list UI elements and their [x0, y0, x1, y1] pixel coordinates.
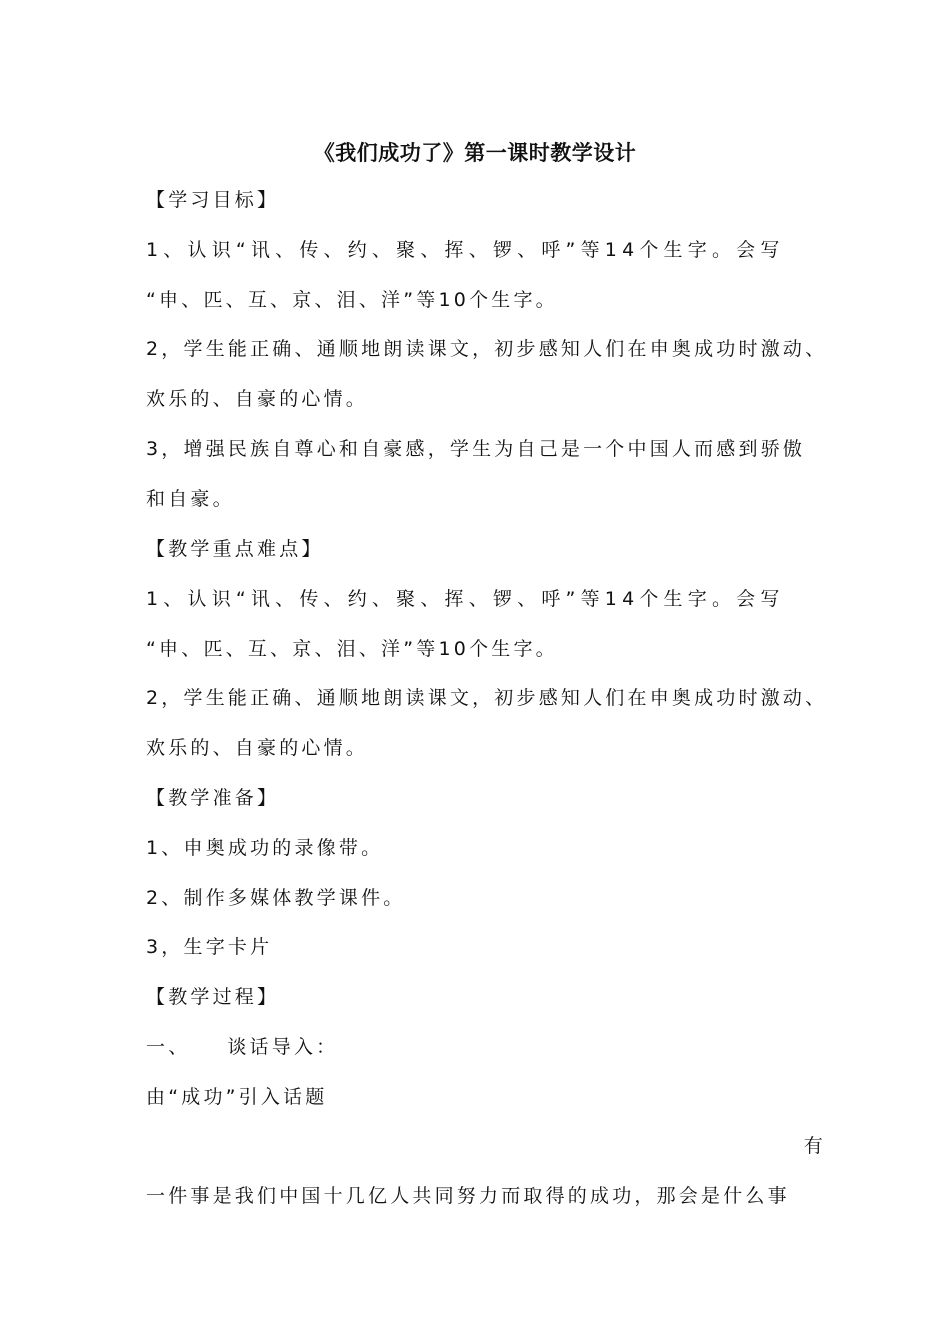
section-heading-process: 【教学过程】 — [146, 986, 280, 1008]
key-point-line-1-cont: “申、匹、互、京、泪、洋”等10个生字。 — [146, 638, 558, 660]
preparation-item-3: 3，生字卡片 — [146, 936, 273, 958]
goal-line-3: 3，增强民族自尊心和自豪感，学生为自己是一个中国人而感到骄傲 — [146, 438, 806, 460]
goal-line-1-cont: “申、匹、互、京、泪、洋”等10个生字。 — [146, 289, 558, 311]
process-text-3: 一件事是我们中国十几亿人共同努力而取得的成功，那会是什么事 — [146, 1185, 790, 1207]
key-point-line-2: 2，学生能正确、通顺地朗读课文，初步感知人们在申奥成功时激动、 — [146, 687, 828, 709]
goal-line-3-cont: 和自豪。 — [146, 488, 235, 510]
document-title: 《我们成功了》第一课时教学设计 — [313, 141, 637, 165]
section-heading-key-points: 【教学重点难点】 — [146, 538, 324, 560]
preparation-item-1: 1、申奥成功的录像带。 — [146, 837, 384, 859]
process-text-1: 由“成功”引入话题 — [146, 1086, 328, 1108]
goal-line-2-cont: 欢乐的、自豪的心情。 — [146, 388, 369, 410]
section-heading-preparation: 【教学准备】 — [146, 787, 280, 809]
key-point-line-1: 1、认识“讯、传、约、聚、挥、锣、呼”等14个生字。会写 — [146, 588, 785, 610]
goal-line-2: 2，学生能正确、通顺地朗读课文，初步感知人们在申奥成功时激动、 — [146, 338, 828, 360]
key-point-line-2-cont: 欢乐的、自豪的心情。 — [146, 737, 369, 759]
goal-line-1: 1、认识“讯、传、约、聚、挥、锣、呼”等14个生字。会写 — [146, 239, 785, 261]
process-text-2: 有 — [803, 1135, 826, 1157]
section-heading-goals: 【学习目标】 — [146, 189, 280, 211]
preparation-item-2: 2、制作多媒体教学课件。 — [146, 887, 406, 909]
process-step-1: 一、 谈话导入： — [146, 1036, 339, 1058]
